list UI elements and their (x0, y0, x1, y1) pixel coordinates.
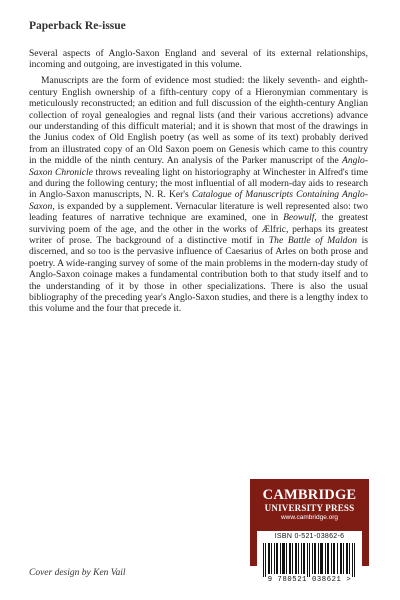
publisher-logo-block (250, 479, 369, 584)
reissue-heading: Paperback Re-issue (29, 20, 126, 32)
barcode-icon (263, 543, 356, 577)
title-beowulf: Beowulf, (283, 212, 317, 224)
text-run: , is expanded by a supplement. Vernacular literature is well represented also: two leading features of narrative technique are examined, one in (29, 200, 368, 224)
title-battle-of-maldon: The Battle of Maldon (268, 235, 357, 246)
isbn-label: ISBN 0-521-03862-6 (274, 533, 345, 540)
title-anglo-saxon-chronicle: Anglo-Saxon Chronicle (29, 155, 368, 178)
blurb (29, 48, 368, 319)
cover-design-credit: Cover design by Ken Vail (29, 568, 126, 578)
publisher-subtitle: UNIVERSITY PRESS (264, 503, 355, 513)
text-run: is discerned, and so too is the pervasive influence of Caesarius of Arles on both prose and poetry. A wide-ranging survey of some of the main problems in the modern-day study of Anglo-Saxon coinage makes a fundamental contribution both to that study itself and to the understanding of it by those in other specializations. There is also the usual bibliography of the preceding year's Anglo-Saxon studies, and there is a lengthy index to this volume and the four that precede it. (29, 235, 368, 315)
ean-number: 9 780521 038621 > (267, 576, 352, 584)
text-run: throws revealing light on historiography at Winchester in Alfred's time and during the following century; the most influential of all modern-day aids to research in Anglo-Saxon manuscripts, N. R. Ker's (29, 166, 368, 201)
publisher-name: CAMBRIDGE (262, 487, 357, 503)
blurb-paragraph-2 (29, 75, 368, 315)
publisher-url: www.cambridge.org (280, 514, 339, 521)
text-run: the greatest surviving poem of the age, and the other in the works of Ælfric, perhaps its greatest writer of prose. The background of a distinctive motif in (29, 212, 369, 246)
blurb-paragraph-1: Several aspects of Anglo-Saxon England and several of its external relationships, incoming and outgoing, are investigated in this volume. (29, 48, 368, 71)
barcode-panel (257, 531, 362, 588)
text-run: Manuscripts are the form of evidence most studied: the likely seventh- and eighth-century English ownership of a fifth-century copy of a Hieronymian commentary is meticulously reconstructed; an edition and full discussion of the eighth-century Anglian collection of royal genealogies and regnal lists (and their various accretions) advance our understanding of this difficult material; and it is shown that most of the drawings in the Junius codex of Old English poetry (as well as some of its text) probably derived from an illustrated copy of an Old Saxon poem on Genesis which came to this country in the middle of the ninth century. An analysis of the Parker manuscript of the (29, 75, 368, 167)
title-ker-catalogue: Catalogue of Manuscripts Containing Anglo-Saxon (29, 189, 369, 212)
